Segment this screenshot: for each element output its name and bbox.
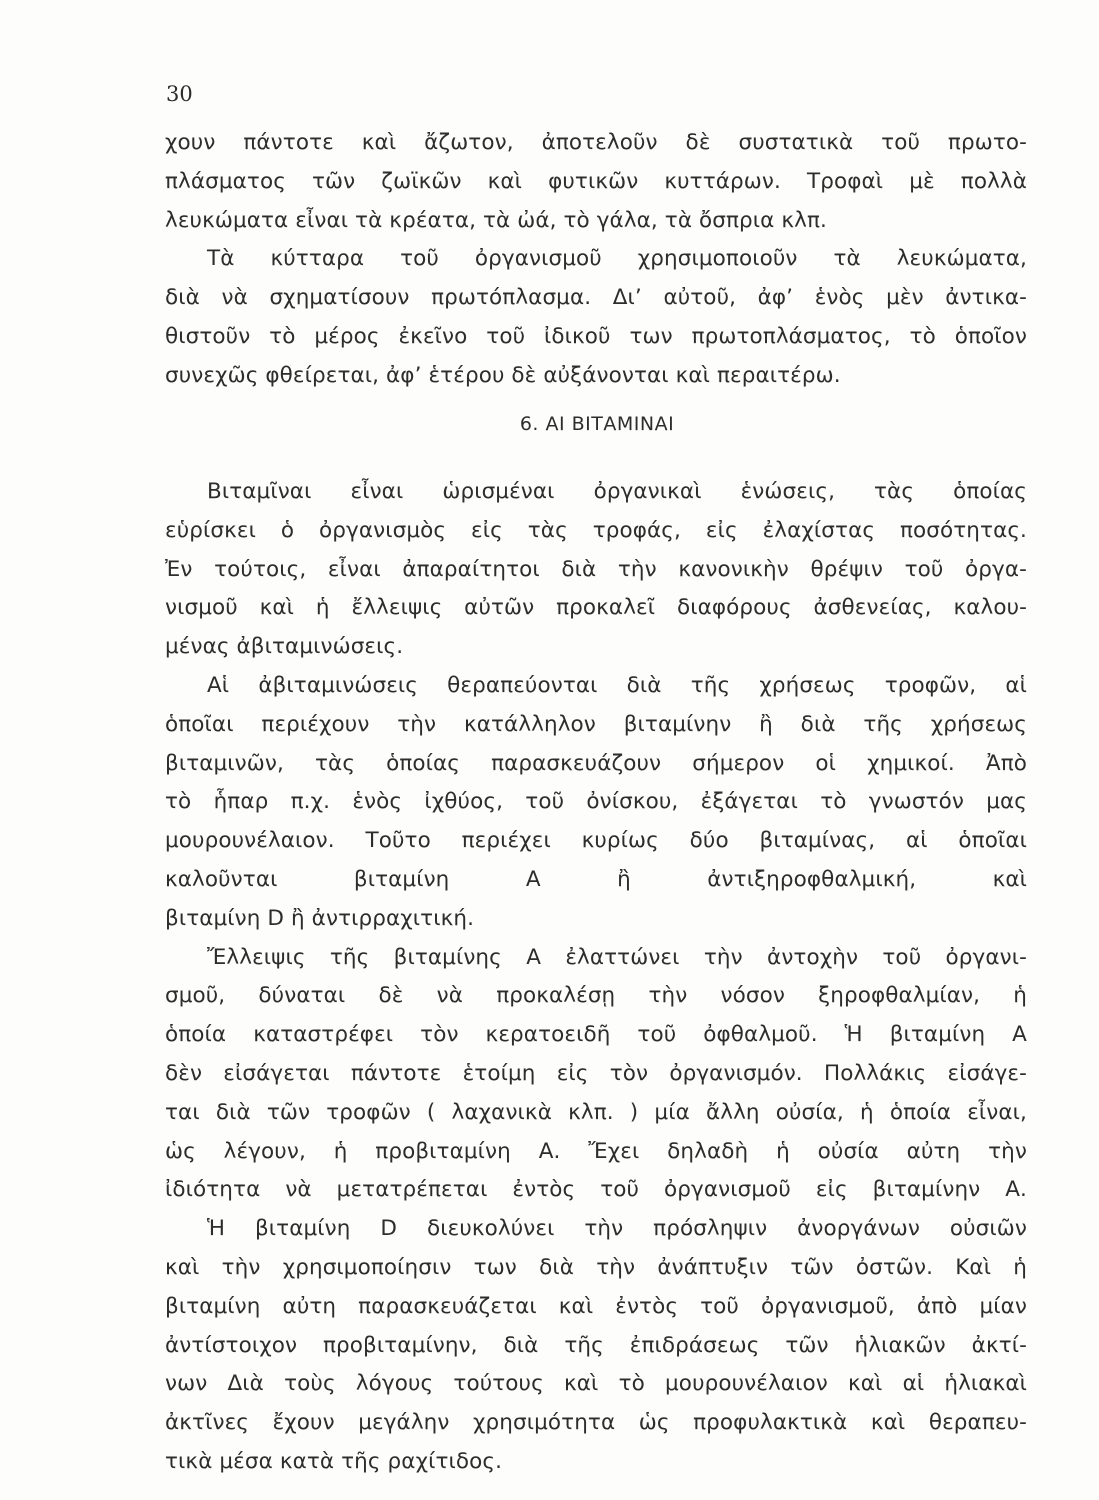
text-line: μένας ἀβιταμινώσεις. xyxy=(165,634,404,660)
section-heading: 6. ΑΙ ΒΙΤΑΜΙΝΑΙ xyxy=(519,413,675,435)
section-text xyxy=(165,473,1027,1482)
text-line: συνεχῶς φθείρεται, ἀφ’ ἑτέρου δὲ αὐξάνονται καὶ περαιτέρω. xyxy=(165,362,841,388)
text-line: καλοῦνται βιταμίνη Α ἢ ἀντιξηροφθαλμική, καὶ xyxy=(165,866,1027,892)
text-line: Ἐν τούτοις, εἶναι ἀπαραίτητοι διὰ τὴν κανονικὴν θρέψιν τοῦ ὀργα- xyxy=(165,556,1027,582)
text-line: ἰδιότητα νὰ μετατρέπεται ἐντὸς τοῦ ὀργανισμοῦ εἰς βιταμίνην Α. xyxy=(165,1177,1027,1203)
text-line: ὁποῖαι περιέχουν τὴν κατάλληλον βιταμίνην ἢ διὰ τῆς χρήσεως xyxy=(165,711,1027,737)
text-line: ἀντίστοιχον προβιταμίνην, διὰ τῆς ἐπιδράσεως τῶν ἡλιακῶν ἀκτί- xyxy=(165,1332,1027,1358)
text-line: ὡς λέγουν, ἡ προβιταμίνη Α. Ἔχει δηλαδὴ ἡ οὐσία αὐτη τὴν xyxy=(165,1138,1027,1164)
text-line: τὸ ἧπαρ π.χ. ἑνὸς ἰχθύος, τοῦ ὀνίσκου, ἐξάγεται τὸ γνωστόν μας xyxy=(165,789,1027,815)
text-line: εὑρίσκει ὁ ὀργανισμὸς εἰς τὰς τροφάς, εἰς ἐλαχίστας ποσότητας. xyxy=(165,517,1027,543)
text-line: θιστοῦν τὸ μέρος ἐκεῖνο τοῦ ἰδικοῦ των πρωτοπλάσματος, τὸ ὁποῖον xyxy=(165,323,1027,349)
text-line: καὶ τὴν χρησιμοποίησιν των διὰ τὴν ἀνάπτυξιν τῶν ὀστῶν. Καὶ ἡ xyxy=(165,1254,1027,1280)
text-line: βιταμίνη αὐτη παρασκευάζεται καὶ ἐντὸς τοῦ ὀργανισμοῦ, ἀπὸ μίαν xyxy=(165,1293,1027,1319)
text-line: Αἱ ἀβιταμινώσεις θεραπεύονται διὰ τῆς χρήσεως τροφῶν, αἱ xyxy=(207,672,1027,698)
text-line: χουν πάντοτε καὶ ἄζωτον, ἀποτελοῦν δὲ συστατικὰ τοῦ πρωτο- xyxy=(165,130,1027,155)
text-line: Τὰ κύτταρα τοῦ ὀργανισμοῦ χρησιμοποιοῦν τὰ λευκώματα, xyxy=(207,246,1027,272)
text-line: νων Διὰ τοὺς λόγους τούτους καὶ τὸ μουρουνέλαιον καὶ αἱ ἡλιακαὶ xyxy=(165,1371,1027,1397)
text-line: Ἡ βιταμίνη D διευκολύνει τὴν πρόσληψιν ἀνοργάνων οὐσιῶν xyxy=(207,1216,1027,1242)
text-line: σμοῦ, δύναται δὲ νὰ προκαλέσῃ τὴν νόσον ξηροφθαλμίαν, ἡ xyxy=(165,983,1027,1009)
text-line: τικὰ μέσα κατὰ τῆς ραχίτιδος. xyxy=(165,1448,503,1474)
text-line: δὲν εἰσάγεται πάντοτε ἑτοίμη εἰς τὸν ὀργανισμόν. Πολλάκις εἰσάγε- xyxy=(165,1060,1027,1086)
text-line: Ἔλλειψις τῆς βιταμίνης Α ἐλαττώνει τὴν ἀντοχὴν τοῦ ὀργανι- xyxy=(207,944,1027,970)
text-line: πλάσματος τῶν ζωϊκῶν καὶ φυτικῶν κυττάρων. Τροφαὶ μὲ πολλὰ xyxy=(165,168,1027,194)
text-line: ἀκτῖνες ἔχουν μεγάλην χρησιμότητα ὡς προφυλακτικὰ καὶ θεραπευ- xyxy=(165,1410,1027,1436)
text-line: βιταμίνη D ἢ ἀντιρραχιτική. xyxy=(165,905,475,931)
text-line: μουρουνέλαιον. Τοῦτο περιέχει κυρίως δύο βιταμίνας, αἱ ὁποῖαι xyxy=(165,828,1027,854)
text-line: Βιταμῖναι εἶναι ὡρισμέναι ὀργανικαὶ ἑνώσεις, τὰς ὁποίας xyxy=(207,479,1027,504)
text-line: νισμοῦ καὶ ἡ ἔλλειψις αὐτῶν προκαλεῖ διαφόρους ἀσθενείας, καλου- xyxy=(165,595,1027,621)
page-number: 30 xyxy=(166,82,193,106)
text-line: ὁποία καταστρέφει τὸν κερατοειδῆ τοῦ ὀφθαλμοῦ. Ἡ βιταμίνη Α xyxy=(165,1022,1027,1048)
text-line: ται διὰ τῶν τροφῶν ( λαχανικὰ κλπ. ) μία ἄλλη οὐσία, ἡ ὁποία εἶναι, xyxy=(165,1099,1027,1125)
text-line: βιταμινῶν, τὰς ὁποίας παρασκευάζουν σήμερον οἱ χημικοί. Ἀπὸ xyxy=(165,750,1027,776)
text-line: διὰ νὰ σχηματίσουν πρωτόπλασμα. Δι’ αὐτοῦ, ἀφ’ ἑνὸς μὲν ἀντικα- xyxy=(165,285,1027,311)
text-line: λευκώματα εἶναι τὰ κρέατα, τὰ ὠά, τὸ γάλα, τὰ ὄσπρια κλπ. xyxy=(165,207,827,233)
intro-text xyxy=(165,124,1027,396)
